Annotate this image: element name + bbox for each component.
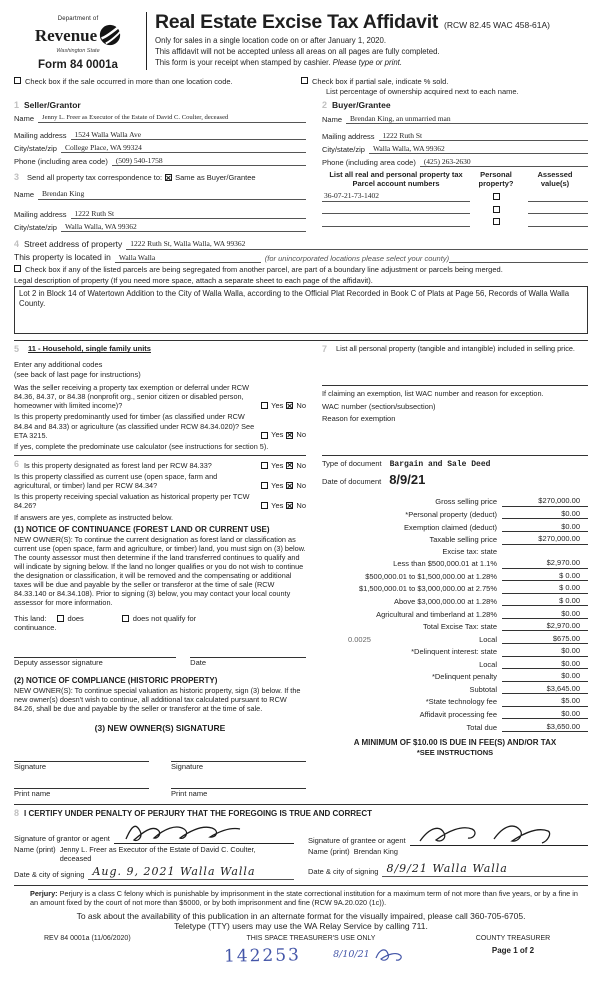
parcel-number-field[interactable]: [322, 218, 470, 227]
notice-continuance-body: NEW OWNER(S): To continue the current designation as forest land or classification as current use (open space, farm and agriculture, or timber) land, you must sign on (3) below. The county assessor must then determine if the land transferred continues to qualify and will indicate by signing below. If the land no longer qualifies or you do not wish to continue the designation or classification, it will be removed and the compensating or additional taxes will be due and payable by the seller or transferor at the time of sale (RCW 84.33.140 or 84.34.108). Prior to signing (3) below, you may contact your local county assessor for more information.: [14, 534, 306, 608]
deputy-date-field[interactable]: [190, 646, 306, 658]
multi-location-checkbox[interactable]: [14, 77, 21, 84]
notice-compliance-title: (2) NOTICE OF COMPLIANCE (HISTORIC PROPERTY): [14, 675, 218, 685]
grantee-date-city-field[interactable]: 8/9/21 Walla Walla: [382, 862, 588, 877]
correspondence-citystatezip-field[interactable]: Walla Walla, WA 99362: [61, 222, 306, 232]
deputy-assessor-signature-field[interactable]: [14, 646, 176, 658]
grantor-signature: [118, 821, 248, 843]
q3-yes-checkbox[interactable]: [261, 462, 268, 469]
minimum-due-note: A MINIMUM OF $10.00 IS DUE IN FEE(S) AND/OR TAX: [353, 737, 557, 747]
parcel-row: [322, 205, 588, 214]
assessed-value-field[interactable]: [528, 218, 588, 227]
buyer-name-field[interactable]: Brendan King, an unmarried man: [346, 114, 588, 124]
agricultural-tax-value[interactable]: $0.00: [502, 609, 588, 619]
notice-continuance-title: (1) NOTICE OF CONTINUANCE (FOREST LAND OR CURRENT USE): [14, 524, 270, 534]
delinquent-interest-state-value[interactable]: $0.00: [502, 646, 588, 656]
legal-description-field[interactable]: Lot 2 in Block 14 of Watertown Addition to the City of Walla Walla, according to the Official Plat Recorded in Book C of Plats at Page 56, Records of Walla Walla County.: [14, 286, 588, 334]
treasurer-initials: [372, 946, 406, 964]
affidavit-processing-fee-value[interactable]: $0.00: [502, 709, 588, 719]
local-tax-value[interactable]: $675.00: [502, 634, 588, 644]
correspondence-name-field[interactable]: Brendan King: [38, 189, 306, 199]
exemption-note: If claiming an exemption, list WAC number and reason for exception.: [322, 389, 544, 399]
seller-name-field[interactable]: Jenny L. Freer as Executor of the Estate of David C. Coulter, deceased: [38, 114, 306, 123]
parcel-header: List all real and personal property tax Parcel account numbers: [329, 169, 463, 188]
doc-type-label: Type of document: [322, 459, 382, 469]
q4-no-checkbox[interactable]: [286, 482, 293, 489]
title-rcw-reference: (RCW 82.45 WAC 458-61A): [444, 20, 550, 30]
logo-state-text: Washington State: [56, 47, 100, 54]
new-owner-signature-field-1[interactable]: [14, 750, 149, 762]
legal-description-label: Legal description of property (If you need more space, attach a separate sheet to each page of the affidavit).: [14, 275, 373, 285]
parcel-number-field[interactable]: 36-07-21-73-1402: [322, 191, 470, 201]
doc-type-field[interactable]: Bargain and Sale Deed: [389, 460, 491, 470]
new-owner-signature-field-2[interactable]: [171, 750, 306, 762]
tier3-tax-value[interactable]: $ 0.00: [502, 583, 588, 593]
perjury-notice: Perjury: Perjury is a class C felony which is punishable by imprisonment in the state correctional institution for a maximum term of not more than five years, or by a fine in an amount fixed by the court of not more than $5000, or by both imprisonment and fine (RCW 9A.20.020 (1c)).: [30, 888, 578, 907]
page-indicator: Page 1 of 2: [491, 945, 535, 955]
grantee-signature-field[interactable]: [410, 821, 588, 846]
logo-dept-text: Department of: [57, 16, 99, 22]
wac-number-label: WAC number (section/subsection): [322, 402, 436, 412]
land-does-not-checkbox[interactable]: [122, 615, 129, 622]
grantee-signature: [414, 821, 554, 845]
treasurer-stamp-number: 142253: [223, 945, 302, 967]
deputy-date-label: Date: [190, 658, 207, 668]
street-address-field[interactable]: 1222 Ruth St, Walla Walla, WA 99362: [126, 239, 588, 249]
timber-agriculture-question: Is this property predominantly used for timber (as classified under RCW 84.84 and 84.33) or agriculture (as classified under RCW 84.34.020)? See ETA 3215.: [14, 412, 255, 440]
seller-grantor-heading: Seller/Grantor: [24, 99, 81, 110]
predominate-use-note: If yes, complete the predominate use calculator (see instructions for section 5).: [14, 441, 269, 451]
grantee-name-print-field[interactable]: Brendan King: [353, 846, 398, 856]
delinquent-penalty-value[interactable]: $0.00: [502, 671, 588, 681]
seller-mailing-field[interactable]: 1524 Walla Walla Ave: [71, 130, 306, 140]
grantor-date-city-field[interactable]: Aug. 9, 2021 Walla Walla: [88, 865, 294, 880]
subtitle-2: This affidavit will not be accepted unless all areas on all pages are fully completed.: [155, 47, 440, 57]
rev-number: REV 84 0001a (11/06/2020): [44, 935, 131, 943]
grantor-name-print-field[interactable]: Jenny L. Freer as Executor of the Estate of David C. Coulter, deceased: [59, 844, 256, 863]
revenue-swoosh-icon: [99, 24, 121, 48]
parcel-row: [322, 191, 588, 201]
answers-yes-note: If answers are yes, complete as instructed below.: [14, 512, 173, 522]
partial-sale-label: Check box if partial sale, indicate % sold. List percentage of ownership acquired next to each name.: [312, 77, 519, 96]
partial-sale-checkbox[interactable]: [301, 77, 308, 84]
subtitle-3: This form is your receipt when stamped by cashier. Please type or print.: [155, 58, 403, 68]
street-address-label: Street address of property: [24, 239, 123, 250]
same-as-buyer-checkbox[interactable]: [165, 174, 172, 181]
certify-statement: I CERTIFY UNDER PENALTY OF PERJURY THAT THE FOREGOING IS TRUE AND CORRECT: [24, 809, 373, 819]
q1-no-checkbox[interactable]: [286, 402, 293, 409]
total-excise-state-value[interactable]: $2,970.00: [502, 621, 588, 631]
alt-format-note: To ask about the availability of this publication in an alternate format for the visually impaired, please call 360-705-6705.: [76, 910, 526, 921]
parcel-number-field[interactable]: [322, 205, 470, 214]
exemption-claimed-value[interactable]: $0.00: [502, 522, 588, 532]
same-as-buyer-label: Same as Buyer/Grantee: [175, 173, 256, 183]
grantor-signature-field[interactable]: [114, 821, 294, 844]
q5-yes-checkbox[interactable]: [261, 502, 268, 509]
q2-yes-checkbox[interactable]: [261, 432, 268, 439]
tier1-tax-value[interactable]: $2,970.00: [502, 558, 588, 568]
tier2-tax-value[interactable]: $ 0.00: [502, 571, 588, 581]
logo-revenue-text: Revenue: [34, 26, 98, 46]
new-owner-print-field-2[interactable]: [171, 777, 306, 789]
this-land-label: This land:: [14, 613, 47, 623]
treasurer-stamp-date: 8/10/21: [333, 948, 370, 960]
revenue-logo-block: [14, 8, 142, 72]
buyer-phone-field[interactable]: (425) 263-2630: [420, 157, 588, 167]
personal-property-header: Personal property?: [478, 169, 514, 188]
new-owner-print-field-1[interactable]: [14, 777, 149, 789]
parcel-row: [322, 217, 588, 226]
located-in-label: This property is located in: [14, 252, 111, 263]
personal-property-note: List all personal property (tangible and intangible) included in selling price.: [336, 344, 575, 354]
doc-date-field[interactable]: 8/9/21: [389, 472, 426, 488]
tier4-tax-value[interactable]: $ 0.00: [502, 596, 588, 606]
new-owners-signature-title: (3) NEW OWNER(S) SIGNATURE: [94, 723, 226, 734]
assessed-value-field[interactable]: [528, 205, 588, 214]
form-number: Form 84 0001a: [38, 58, 118, 71]
forest-land-question: Is this property designated as forest land per RCW 84.33?: [24, 461, 212, 471]
q5-no-checkbox[interactable]: [286, 502, 293, 509]
page-title: Real Estate Excise Tax Affidavit: [155, 11, 439, 33]
seller-phone-field[interactable]: (509) 540-1758: [112, 156, 306, 166]
personal-property-checkbox[interactable]: [493, 193, 500, 200]
see-instructions-note: *SEE INSTRUCTIONS: [416, 747, 494, 757]
located-in-field[interactable]: Walla Walla: [115, 253, 261, 263]
historical-property-question: Is this property receiving special valuation as historical property per TCW 84.26?: [14, 492, 250, 511]
grantee-signature-label: Signature of grantee or agent: [308, 836, 406, 846]
buyer-citystatezip-field[interactable]: Walla Walla, WA 99362: [369, 144, 588, 154]
assessed-value-field[interactable]: [528, 193, 588, 202]
correspondence-mailing-field[interactable]: 1222 Ruth St: [71, 209, 306, 219]
assessed-value-header: Assessed value(s): [537, 169, 573, 188]
grantor-signature-label: Signature of grantor or agent: [14, 834, 110, 844]
total-due-value[interactable]: $3,650.00: [502, 722, 588, 732]
subtotal-value[interactable]: $3,645.00: [502, 684, 588, 694]
q3-no-checkbox[interactable]: [286, 462, 293, 469]
buyer-grantee-heading: Buyer/Grantee: [332, 99, 391, 110]
subtitle-1: Only for sales in a single location code on or after January 1, 2020.: [155, 35, 387, 45]
notice-compliance-body: NEW OWNER(S): To continue special valuation as historic property, sign (3) below. If the new owner(s) doesn't wish to continue, all additional tax calculated pursuant to RCW 84.26, shall be due and payable by the seller or transferor at the time of sale.: [14, 685, 301, 713]
personal-property-checkbox[interactable]: [493, 206, 500, 213]
doc-date-label: Date of document: [322, 477, 382, 487]
exemption-deferral-question: Was the seller receiving a property tax exemption or deferral under RCW 84.36, 84.37, or 84.38 (nonprofit org., senior citizen or disabled person, homeowner with limited income)?: [14, 383, 249, 411]
delinquent-interest-local-value[interactable]: $0.00: [502, 659, 588, 669]
q4-yes-checkbox[interactable]: [261, 482, 268, 489]
multi-location-label: Check box if the sale occurred in more than one location code.: [25, 77, 233, 87]
treasurer-space-label: THIS SPACE TREASURER'S USE ONLY: [246, 935, 376, 943]
parcel-table: [322, 170, 588, 227]
county-treasurer-label: COUNTY TREASURER: [475, 935, 551, 943]
land-does-checkbox[interactable]: [57, 615, 64, 622]
buyer-mailing-field[interactable]: 1222 Ruth St: [379, 131, 588, 141]
personal-property-checkbox[interactable]: [493, 218, 500, 225]
deputy-assessor-label: Deputy assessor signature: [14, 658, 103, 668]
seller-citystatezip-field[interactable]: College Place, WA 99324: [61, 143, 306, 153]
header-divider: [146, 12, 147, 70]
local-rate: 0.0025: [348, 634, 371, 644]
located-in-note: (for unincorporated locations please select your county): [264, 253, 450, 263]
segregated-label: Check box if any of the listed parcels are being segregated from another parcel, are part of a boundary line adjustment or parcels being merged.: [25, 265, 503, 275]
segregated-checkbox[interactable]: [14, 265, 21, 272]
taxable-selling-price-value[interactable]: $270,000.00: [502, 534, 588, 544]
reason-exemption-label: Reason for exemption: [322, 413, 396, 423]
additional-codes-label: Enter any additional codes: [14, 360, 103, 370]
tty-note: Teletype (TTY) users may use the WA Relay Service by calling 711.: [174, 921, 428, 932]
state-technology-fee-value[interactable]: $5.00: [502, 696, 588, 706]
form-header: [14, 8, 588, 72]
tax-calculation-table: Gross selling price $270,000.00 *Personal property (deduct) $0.00 Exemption claimed (deduct) $0.00 Taxable selling price $270,000.00 Excise tax: state Less than $500,000.01 at 1.1% $2,970.00 $500,000.01 to $1,500,000.00 at 1.28% $ 0.00 $1,500,000.01 to $3,000,000.00 at 2.75% $ 0.00 Above $3,000,000.00 at 1.28% $ 0.00 Agricultural and timberland at 1.28% $0.00 Total Excise Tax: state $2,970.00 0.0025 Local $675.00 *Delinquent interest: state $0.00 Local $0.00 *Delinquent penalty $0.00 Subtotal $3,645.00 *State technology fee $5.00 Affidavit processing fee $0.00 Total due $3,650.00: [322, 496, 588, 732]
q2-no-checkbox[interactable]: [286, 432, 293, 439]
current-use-question: Is this property classified as current use (open space, farm and agricultural, or timber) land per RCW 84.34?: [14, 472, 218, 491]
personal-property-deduct-value[interactable]: $0.00: [502, 509, 588, 519]
gross-selling-price-value[interactable]: $270,000.00: [502, 496, 588, 506]
q1-yes-checkbox[interactable]: [261, 402, 268, 409]
land-use-code-field[interactable]: 11 - Household, single family units: [28, 344, 151, 354]
correspondence-label: Send all property tax correspondence to:: [27, 173, 163, 183]
